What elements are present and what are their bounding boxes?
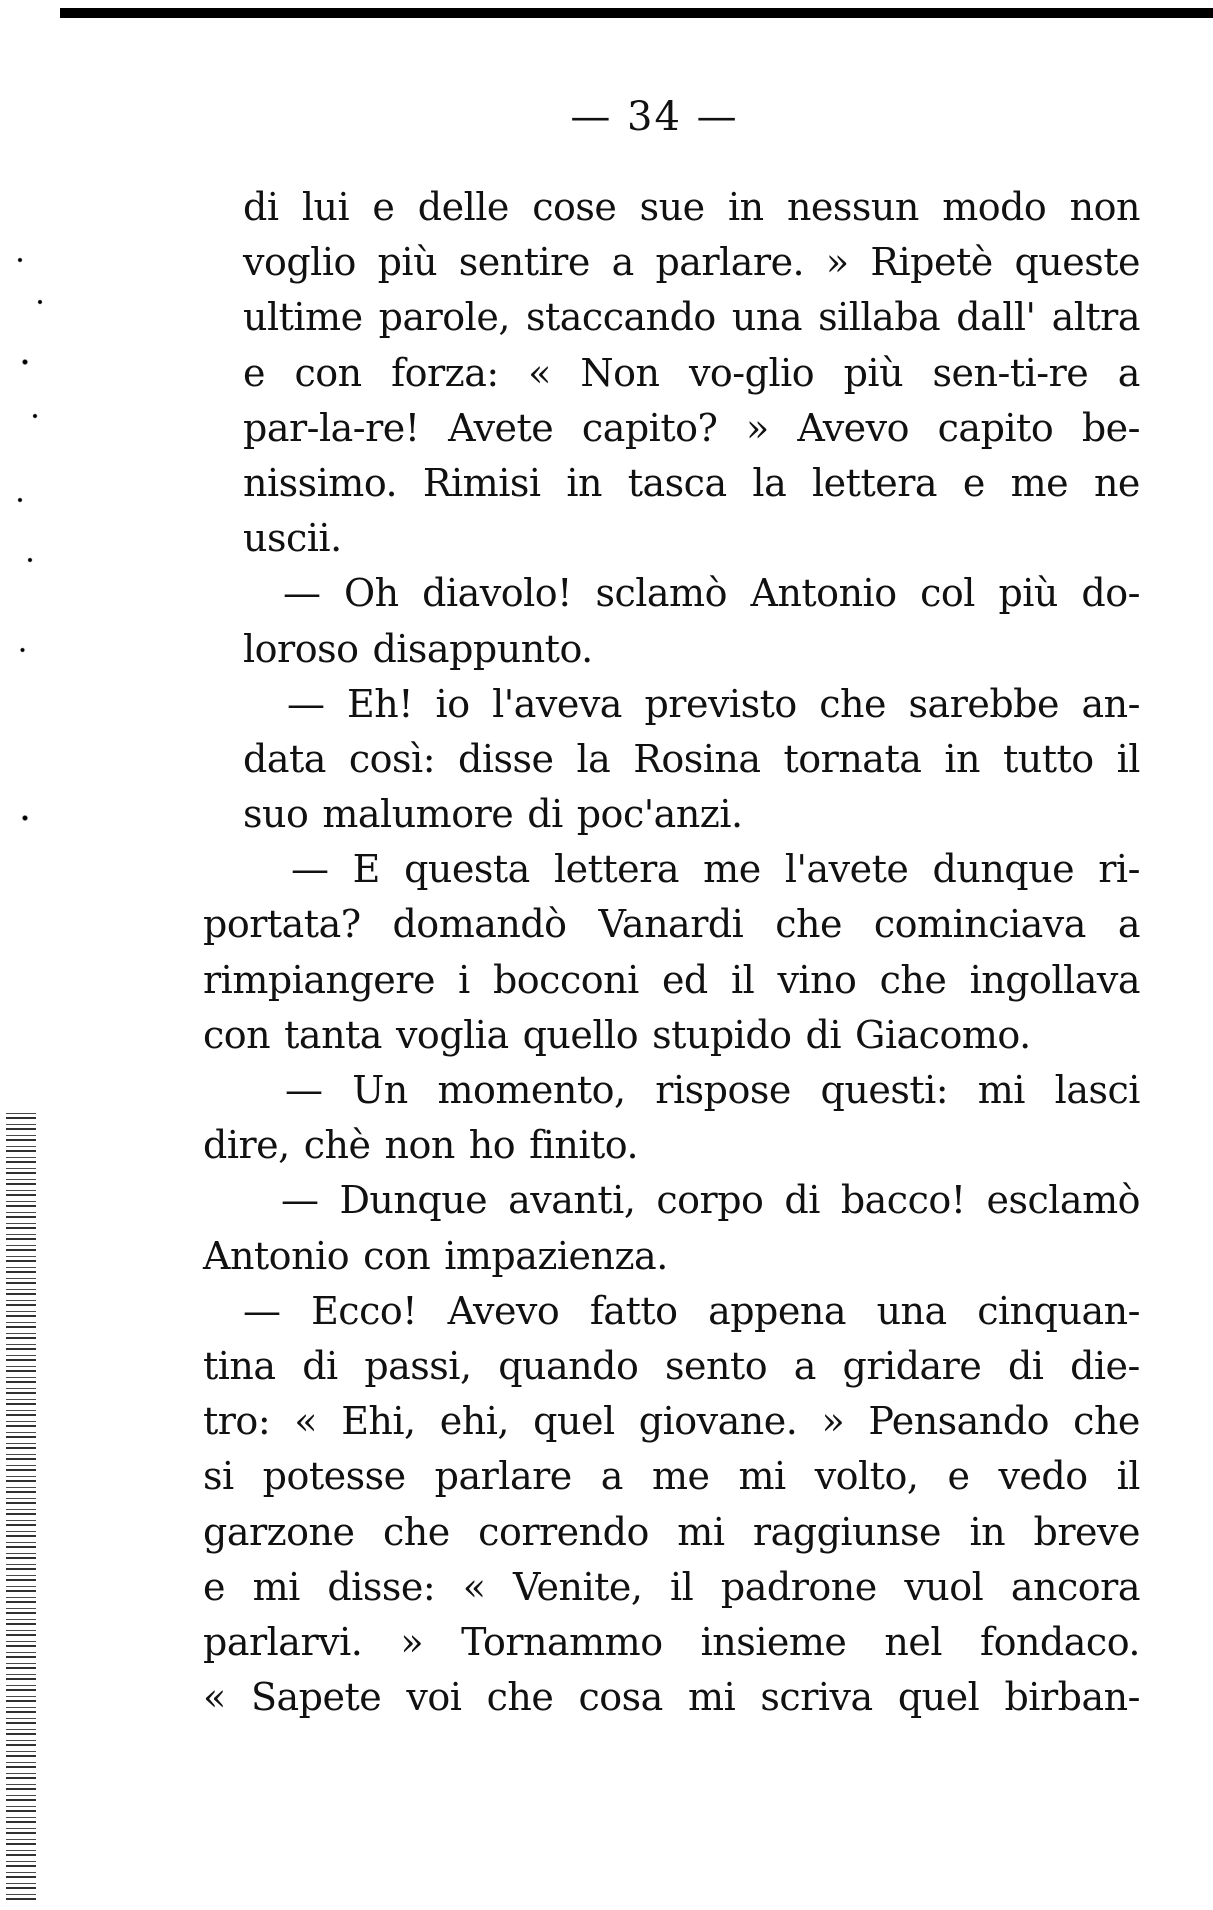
word: malumore [322, 792, 514, 837]
text-line [203, 1670, 1140, 1725]
word: in [944, 736, 981, 781]
text-line [203, 1505, 1140, 1560]
word: Un [352, 1068, 408, 1112]
word: appena [708, 1288, 846, 1333]
word: il [670, 1564, 694, 1609]
word: e [243, 350, 265, 395]
word: Rimisi [422, 460, 541, 505]
word: sentire [458, 240, 590, 285]
word: staccando [525, 295, 716, 340]
word: — [283, 571, 321, 616]
text-line [203, 953, 1140, 1008]
text-line [203, 1118, 1140, 1173]
word: forza: [391, 350, 499, 395]
word: breve [1033, 1509, 1140, 1554]
text-line [243, 732, 1140, 787]
word: una [876, 1288, 947, 1333]
word: parlare [434, 1454, 572, 1499]
word: Avevo [447, 1288, 560, 1333]
word: in [969, 1509, 1006, 1554]
word: fondaco. [980, 1619, 1140, 1664]
word: vino [777, 957, 857, 1002]
word: di [805, 1012, 842, 1057]
text-line [203, 1449, 1140, 1504]
word: Vanardi [598, 902, 744, 947]
word: mi [252, 1564, 300, 1609]
word: capito [937, 405, 1054, 450]
text-line [203, 1008, 1140, 1063]
word: a [1117, 902, 1140, 947]
word: altra [1051, 295, 1140, 340]
word: Venite, [513, 1564, 643, 1609]
word: avanti, [508, 1178, 636, 1223]
word: di [302, 1343, 338, 1388]
text-line [243, 511, 1140, 566]
word: a [793, 1343, 816, 1388]
word: Eh! [347, 681, 414, 726]
word: data [243, 736, 326, 781]
text-line [243, 566, 1140, 621]
word: Oh [344, 571, 399, 616]
word: volto, [814, 1454, 919, 1499]
word: me [1010, 460, 1069, 505]
word: previsto [644, 681, 797, 726]
word: sento [664, 1343, 768, 1388]
word: potesse [262, 1454, 406, 1499]
word: parlare. [655, 240, 805, 285]
word: il [1116, 1454, 1140, 1499]
word: voi [406, 1675, 462, 1720]
word: die- [1070, 1343, 1140, 1388]
word: che [1073, 1399, 1140, 1444]
text-line [243, 1173, 1140, 1228]
word: una [731, 295, 802, 340]
word: esclamò [986, 1178, 1140, 1223]
word: sillaba [818, 295, 941, 340]
word: sclamò [595, 571, 727, 616]
word: a [1117, 350, 1140, 395]
word: Non [580, 350, 660, 395]
word: e [962, 460, 985, 505]
word: in [566, 460, 602, 505]
body-text [203, 180, 1140, 1725]
word: sue [639, 185, 705, 229]
text-line [243, 290, 1140, 345]
word: si [203, 1454, 234, 1499]
word: — [287, 681, 325, 726]
word: che [819, 681, 887, 726]
word: finito. [529, 1123, 639, 1168]
word: quello [522, 1012, 639, 1057]
word: questi: [820, 1068, 949, 1112]
text-line [203, 897, 1140, 952]
word: il [1116, 736, 1140, 781]
scanned-page-edge [6, 1110, 36, 1900]
word: cominciava [873, 902, 1086, 947]
word: ingollava [969, 957, 1140, 1002]
word: che [382, 1509, 450, 1554]
word: » [745, 405, 769, 450]
text-line [203, 1394, 1140, 1449]
word: di [1007, 1343, 1044, 1388]
text-line [243, 346, 1140, 401]
word: quando [498, 1343, 639, 1388]
text-line [243, 787, 1140, 842]
word: che [486, 1675, 554, 1720]
word: io [435, 681, 470, 726]
word: lettera [553, 847, 679, 892]
word: mi [738, 1454, 786, 1499]
word: E [352, 847, 380, 892]
text-line [243, 235, 1140, 290]
word: capito? [581, 405, 718, 450]
word: tutto [1003, 736, 1094, 781]
word: tro: [203, 1399, 271, 1444]
word: con [294, 350, 362, 395]
word: correndo [478, 1509, 649, 1554]
word: Ehi, [341, 1399, 416, 1444]
word: nissimo. [243, 460, 398, 505]
word: quel [897, 1675, 980, 1720]
word: diavolo! [422, 571, 572, 616]
word: disse [458, 736, 554, 781]
word: « [203, 1675, 226, 1720]
word: me [651, 1454, 710, 1499]
word: birban- [1004, 1675, 1140, 1720]
word: Ecco! [311, 1288, 418, 1333]
word: ehi, [439, 1399, 509, 1444]
word: passi, [364, 1343, 472, 1388]
word: voglia [395, 1012, 509, 1057]
word: delle [417, 185, 509, 229]
word: rispose [655, 1068, 791, 1112]
word: ultime [243, 295, 363, 340]
word: ed [661, 957, 708, 1002]
word: portata? [203, 902, 361, 947]
word: lui [301, 185, 350, 229]
word: che [879, 957, 947, 1002]
word: ne [1093, 460, 1140, 505]
word: « [294, 1399, 318, 1444]
word: raggiunse [752, 1509, 941, 1554]
text-line [243, 180, 1140, 235]
word: che [775, 902, 842, 947]
word: me [703, 847, 761, 892]
word: più [843, 350, 904, 395]
word: parlarvi. [203, 1619, 363, 1664]
text-line [243, 622, 1140, 677]
word: — [285, 1068, 323, 1112]
word: be- [1081, 405, 1140, 450]
word: gridare [842, 1343, 982, 1388]
word: vedo [998, 1454, 1088, 1499]
word: con [363, 1233, 431, 1278]
word: sarebbe [908, 681, 1059, 726]
text-line [243, 401, 1140, 456]
word: vo-glio [688, 350, 815, 395]
word: Dunque [339, 1178, 488, 1223]
word: disappunto. [372, 626, 593, 671]
word: — [291, 847, 329, 892]
word: vuol [904, 1564, 984, 1609]
word: garzone [203, 1509, 355, 1554]
word: scriva [760, 1675, 873, 1720]
word: insieme [700, 1619, 847, 1664]
word: non [384, 1123, 455, 1168]
word: Rosina [633, 736, 761, 781]
word: tina [203, 1343, 276, 1388]
word: l'avete [784, 847, 909, 892]
word: Giacomo. [855, 1012, 1031, 1057]
word: dunque [932, 847, 1075, 892]
word: e [372, 185, 395, 229]
word: « [528, 350, 551, 395]
word: rimpiangere [203, 957, 435, 1002]
word: tanta [284, 1012, 382, 1057]
text-line [203, 1615, 1140, 1670]
word: di [243, 185, 279, 229]
word: « [462, 1564, 486, 1609]
word: fatto [589, 1288, 678, 1333]
word: stupido [652, 1012, 792, 1057]
word: ho [468, 1123, 516, 1168]
text-line [203, 1339, 1140, 1394]
word: lasci [1054, 1068, 1140, 1112]
word: Sapete [250, 1675, 382, 1720]
word: Tornammo [461, 1619, 663, 1664]
word: Antonio [750, 571, 897, 616]
word: domandò [392, 902, 567, 947]
word: disse: [327, 1564, 436, 1609]
word: dall' [956, 295, 1036, 340]
word: suo [243, 792, 309, 837]
word: giovane. [638, 1399, 798, 1444]
word: cinquan- [977, 1288, 1140, 1333]
word: la [752, 460, 787, 505]
word: parole, [378, 295, 510, 340]
scan-specks [10, 230, 60, 830]
word: cosa [578, 1675, 663, 1720]
text-line [243, 1284, 1140, 1339]
word: quel [533, 1399, 615, 1444]
word: mi [977, 1068, 1025, 1112]
word: bocconi [492, 957, 639, 1002]
word: an- [1081, 681, 1140, 726]
word: Pensando [868, 1399, 1050, 1444]
word: in [727, 185, 764, 229]
word: lettera [812, 460, 938, 505]
top-rule [60, 8, 1213, 18]
word: non [1069, 185, 1140, 229]
word: il [730, 957, 755, 1002]
word: voglio [243, 240, 356, 285]
text-line [203, 1560, 1140, 1615]
word: di [527, 792, 563, 837]
word: mi [677, 1509, 725, 1554]
word: più [998, 571, 1058, 616]
word: Antonio [203, 1233, 350, 1278]
word: — [281, 1178, 319, 1223]
word: Avevo [797, 405, 910, 450]
word: poc'anzi. [576, 792, 743, 837]
word: i [458, 957, 470, 1002]
word: Ripetè [870, 240, 993, 285]
word: e [947, 1454, 970, 1499]
word: di [784, 1178, 820, 1223]
word: nel [884, 1619, 943, 1664]
word: mi [688, 1675, 736, 1720]
text-line [243, 842, 1140, 897]
word: corpo [656, 1178, 764, 1223]
word: modo [942, 185, 1047, 229]
word: par-la-re! [243, 405, 420, 450]
word: Avete [448, 405, 554, 450]
text-line [243, 1063, 1140, 1118]
word: ri- [1098, 847, 1140, 892]
word: bacco! [840, 1178, 966, 1223]
text-line [243, 677, 1140, 732]
word: cose [532, 185, 617, 229]
word: chè [303, 1123, 371, 1168]
word: » [821, 1399, 845, 1444]
word: a [611, 240, 634, 285]
word: momento, [437, 1068, 626, 1112]
word: padrone [720, 1564, 877, 1609]
word: nessun [786, 185, 919, 229]
word: queste [1014, 240, 1140, 285]
word: l'aveva [492, 681, 622, 726]
word: e [203, 1564, 225, 1609]
word: impazienza. [444, 1233, 668, 1278]
word: questa [404, 847, 530, 892]
word: dire, [203, 1123, 290, 1168]
word: col [920, 571, 975, 616]
word: tasca [627, 460, 727, 505]
word: così: [348, 736, 436, 781]
word: » [825, 240, 849, 285]
word: — [243, 1288, 281, 1333]
word: uscii. [243, 516, 342, 561]
word: ancora [1010, 1564, 1140, 1609]
text-line [243, 456, 1140, 511]
word: do- [1081, 571, 1140, 616]
text-line [203, 1229, 1140, 1284]
word: sen-ti-re [932, 350, 1089, 395]
word: più [377, 240, 438, 285]
word: loroso [243, 626, 359, 671]
word: con [203, 1012, 271, 1057]
word: a [600, 1454, 623, 1499]
word: tornata [783, 736, 922, 781]
page-number: — 34 — [570, 94, 739, 140]
word: la [576, 736, 611, 781]
word: » [400, 1619, 424, 1664]
